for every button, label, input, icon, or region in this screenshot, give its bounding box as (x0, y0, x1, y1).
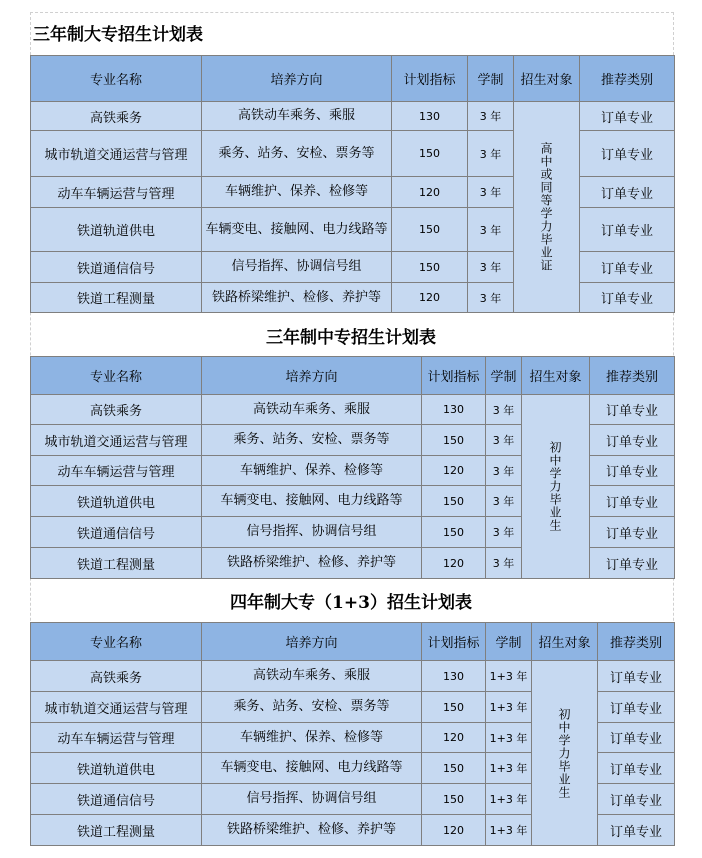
header-category: 推荐类别 (598, 623, 675, 661)
cell-years: 1+3 年 (486, 784, 532, 815)
cell-quota: 120 (392, 177, 468, 208)
cell-major: 城市轨道交通运营与管理 (31, 131, 202, 177)
cell-direction: 车辆变电、接触网、电力线路等 (202, 486, 422, 517)
cell-target: 初中学力毕业生 (522, 395, 590, 579)
cell-direction: 铁路桥梁维护、检修、养护等 (202, 815, 422, 846)
cell-category: 订单专业 (590, 548, 675, 579)
cell-direction: 车辆维护、保养、检修等 (202, 723, 422, 753)
cell-major: 铁道通信信号 (31, 252, 202, 283)
cell-category: 订单专业 (580, 252, 675, 283)
cell-direction: 车辆维护、保养、检修等 (202, 456, 422, 486)
cell-direction: 车辆变电、接触网、电力线路等 (202, 753, 422, 784)
cell-category: 订单专业 (580, 283, 675, 313)
cell-category: 订单专业 (580, 208, 675, 252)
cell-direction: 高铁动车乘务、乘服 (202, 102, 392, 131)
cell-category: 订单专业 (580, 102, 675, 131)
cell-quota: 130 (392, 102, 468, 131)
cell-direction: 信号指挥、协调信号组 (202, 252, 392, 283)
header-years: 学制 (486, 623, 532, 661)
cell-quota: 120 (422, 815, 486, 846)
cell-years: 3 年 (486, 395, 522, 425)
cell-direction: 高铁动车乘务、乘服 (202, 661, 422, 692)
plan-table-college-1plus3 (30, 622, 675, 846)
table-header-row (31, 623, 675, 661)
cell-direction: 车辆变电、接触网、电力线路等 (202, 208, 392, 252)
header-category: 推荐类别 (590, 357, 675, 395)
cell-category: 订单专业 (590, 395, 675, 425)
cell-direction: 乘务、站务、安检、票务等 (202, 425, 422, 456)
cell-major: 动车车辆运营与管理 (31, 456, 202, 486)
cell-years: 3 年 (486, 548, 522, 579)
header-years: 学制 (486, 357, 522, 395)
cell-category: 订单专业 (598, 815, 675, 846)
cell-category: 订单专业 (598, 723, 675, 753)
cell-quota: 150 (392, 131, 468, 177)
cell-years: 3 年 (468, 252, 514, 283)
cell-direction: 铁路桥梁维护、检修、养护等 (202, 548, 422, 579)
plan-table-secondary-3yr (30, 356, 675, 579)
header-target: 招生对象 (514, 56, 580, 102)
cell-years: 3 年 (468, 177, 514, 208)
cell-direction: 铁路桥梁维护、检修、养护等 (202, 283, 392, 313)
cell-quota: 130 (422, 661, 486, 692)
cell-direction: 乘务、站务、安检、票务等 (202, 131, 392, 177)
cell-quota: 150 (392, 208, 468, 252)
cell-years: 3 年 (486, 517, 522, 548)
cell-major: 铁道通信信号 (31, 517, 202, 548)
cell-target: 高中或同等学力毕业证 (514, 102, 580, 313)
cell-target: 初中学力毕业生 (532, 661, 598, 846)
table-title: 三年制中专招生计划表 (266, 328, 436, 348)
cell-category: 订单专业 (598, 692, 675, 723)
cell-category: 订单专业 (580, 131, 675, 177)
table-header-row (31, 357, 675, 395)
header-quota: 计划指标 (392, 56, 468, 102)
cell-quota: 150 (422, 784, 486, 815)
cell-major: 铁道工程测量 (31, 548, 202, 579)
cell-major: 铁道工程测量 (31, 283, 202, 313)
table-row (31, 102, 675, 131)
cell-category: 订单专业 (590, 517, 675, 548)
cell-years: 3 年 (468, 131, 514, 177)
header-major: 专业名称 (31, 623, 202, 661)
cell-major: 动车车辆运营与管理 (31, 723, 202, 753)
cell-category: 订单专业 (580, 177, 675, 208)
header-years: 学制 (468, 56, 514, 102)
cell-major: 铁道工程测量 (31, 815, 202, 846)
cell-years: 3 年 (486, 486, 522, 517)
table-title: 四年制大专（1+3）招生计划表 (230, 593, 472, 613)
cell-years: 3 年 (486, 456, 522, 486)
cell-quota: 120 (422, 723, 486, 753)
cell-quota: 130 (422, 395, 486, 425)
cell-direction: 高铁动车乘务、乘服 (202, 395, 422, 425)
cell-years: 1+3 年 (486, 815, 532, 846)
cell-major: 高铁乘务 (31, 661, 202, 692)
cell-years: 1+3 年 (486, 723, 532, 753)
cell-major: 铁道轨道供电 (31, 208, 202, 252)
header-major: 专业名称 (31, 357, 202, 395)
cell-major: 铁道轨道供电 (31, 486, 202, 517)
cell-major: 城市轨道交通运营与管理 (31, 425, 202, 456)
cell-category: 订单专业 (598, 784, 675, 815)
cell-major: 铁道通信信号 (31, 784, 202, 815)
cell-quota: 150 (422, 692, 486, 723)
cell-major: 城市轨道交通运营与管理 (31, 692, 202, 723)
cell-quota: 150 (422, 425, 486, 456)
cell-direction: 信号指挥、协调信号组 (202, 784, 422, 815)
cell-major: 高铁乘务 (31, 395, 202, 425)
cell-years: 3 年 (468, 208, 514, 252)
cell-quota: 150 (422, 517, 486, 548)
cell-category: 订单专业 (598, 661, 675, 692)
header-major: 专业名称 (31, 56, 202, 102)
cell-quota: 150 (422, 753, 486, 784)
cell-category: 订单专业 (590, 425, 675, 456)
header-category: 推荐类别 (580, 56, 675, 102)
table-header-row (31, 56, 675, 102)
cell-years: 3 年 (468, 283, 514, 313)
header-direction: 培养方向 (202, 56, 392, 102)
cell-direction: 乘务、站务、安检、票务等 (202, 692, 422, 723)
cell-years: 1+3 年 (486, 661, 532, 692)
header-quota: 计划指标 (422, 623, 486, 661)
cell-years: 1+3 年 (486, 753, 532, 784)
cell-category: 订单专业 (598, 753, 675, 784)
cell-quota: 150 (422, 486, 486, 517)
cell-major: 动车车辆运营与管理 (31, 177, 202, 208)
cell-quota: 120 (422, 456, 486, 486)
cell-quota: 120 (422, 548, 486, 579)
header-direction: 培养方向 (202, 623, 422, 661)
cell-direction: 信号指挥、协调信号组 (202, 517, 422, 548)
cell-years: 3 年 (486, 425, 522, 456)
cell-direction: 车辆维护、保养、检修等 (202, 177, 392, 208)
header-target: 招生对象 (532, 623, 598, 661)
header-direction: 培养方向 (202, 357, 422, 395)
header-quota: 计划指标 (422, 357, 486, 395)
cell-years: 1+3 年 (486, 692, 532, 723)
cell-quota: 120 (392, 283, 468, 313)
cell-major: 高铁乘务 (31, 102, 202, 131)
plan-table-college-3yr (30, 55, 675, 313)
table-row (31, 661, 675, 692)
cell-major: 铁道轨道供电 (31, 753, 202, 784)
table-title: 三年制大专招生计划表 (33, 25, 203, 45)
cell-years: 3 年 (468, 102, 514, 131)
cell-category: 订单专业 (590, 486, 675, 517)
table-row (31, 395, 675, 425)
header-target: 招生对象 (522, 357, 590, 395)
cell-quota: 150 (392, 252, 468, 283)
cell-category: 订单专业 (590, 456, 675, 486)
